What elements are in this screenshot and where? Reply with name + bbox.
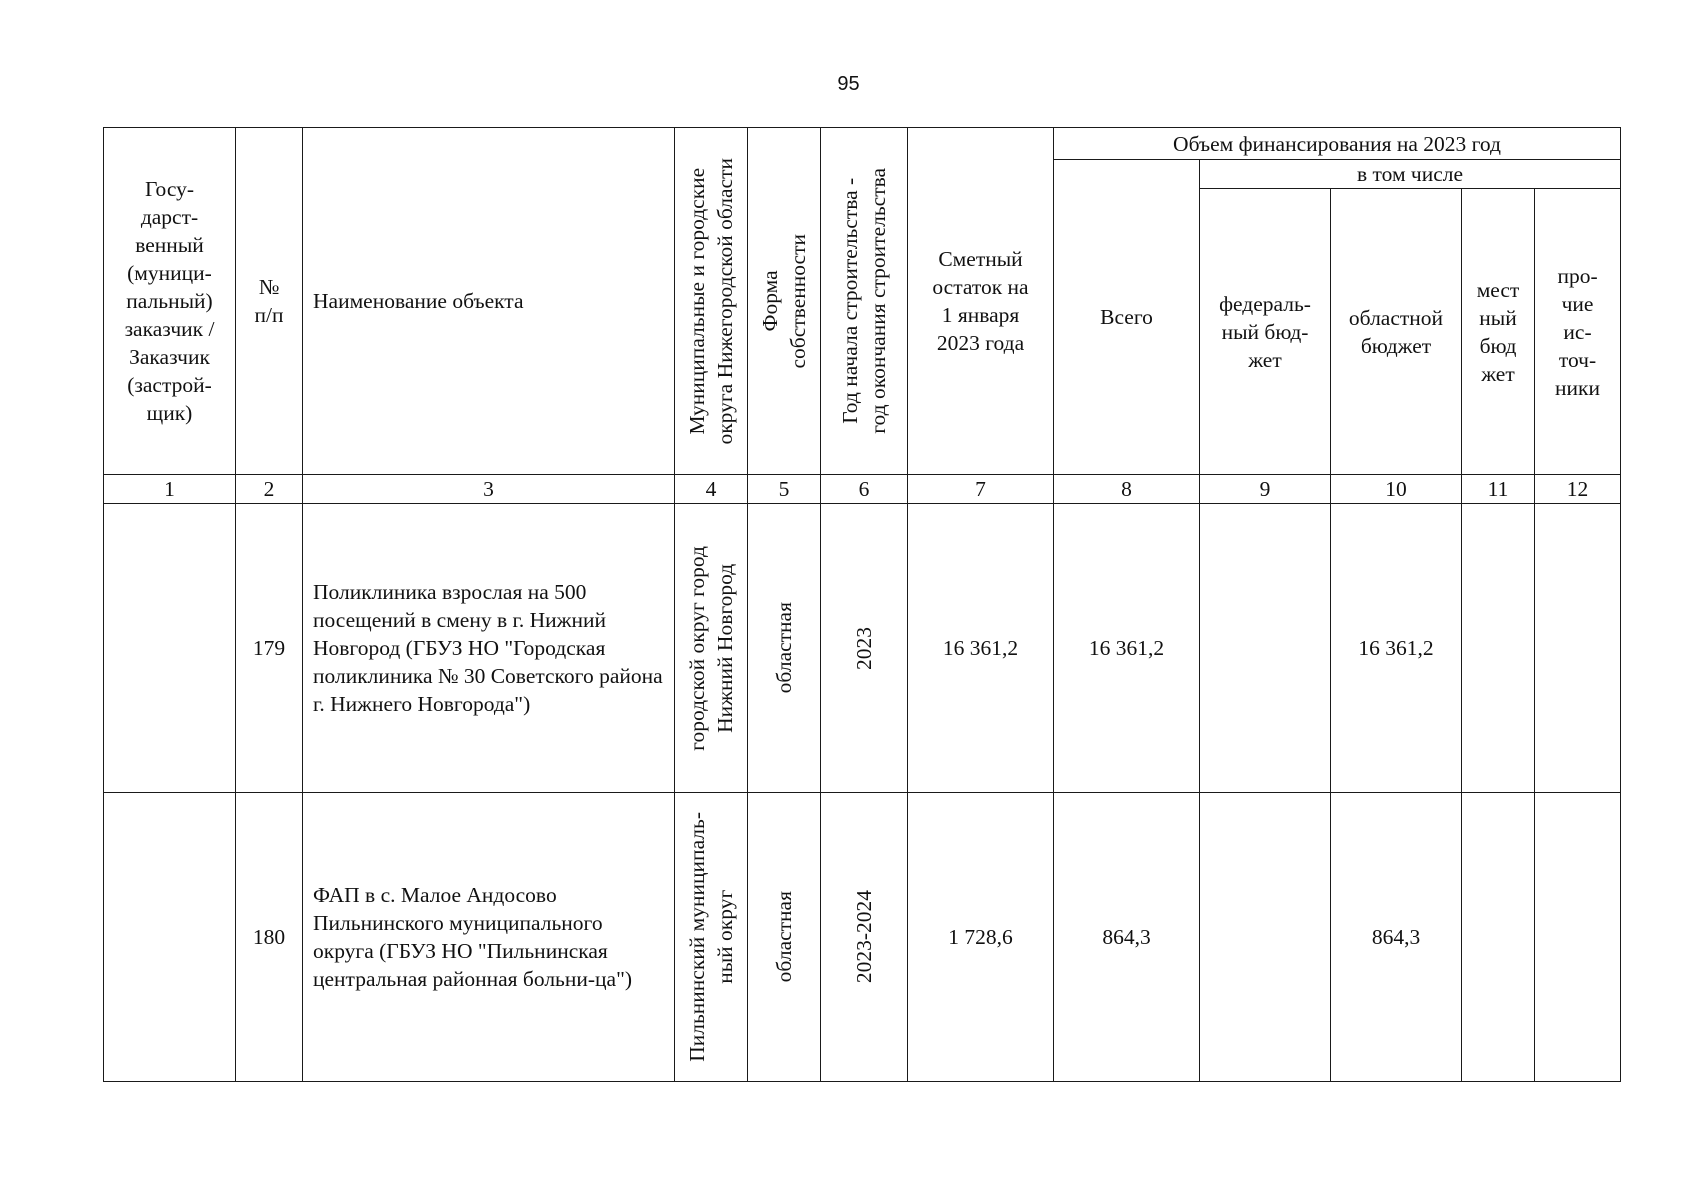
header-object-name: Наименование объекта <box>303 128 675 475</box>
cell-local <box>1462 793 1535 1082</box>
column-number: 11 <box>1462 475 1535 504</box>
column-number: 4 <box>675 475 748 504</box>
cell-years: 2023-2024 <box>821 793 908 1082</box>
header-financing-group: Объем финансирования на 2023 год <box>1054 128 1621 160</box>
header-district: Муниципальные и городские округа Нижегородской области <box>675 128 748 475</box>
header-customer: Госу- дарст- венный (муници- пальный) заказчик / Заказчик (застрой- щик) <box>104 128 236 475</box>
cell-total: 16 361,2 <box>1054 504 1200 793</box>
cell-customer <box>104 793 236 1082</box>
header-other: про- чие ис- точ- ники <box>1535 189 1621 475</box>
cell-number: 180 <box>236 793 303 1082</box>
cell-other <box>1535 793 1621 1082</box>
table-row <box>104 793 1621 1082</box>
financing-table <box>103 127 1621 1082</box>
cell-federal <box>1200 793 1331 1082</box>
cell-total: 864,3 <box>1054 793 1200 1082</box>
column-number: 10 <box>1331 475 1462 504</box>
cell-number: 179 <box>236 504 303 793</box>
header-estimate: Сметный остаток на 1 января 2023 года <box>908 128 1054 475</box>
cell-ownership: областная <box>748 504 821 793</box>
cell-ownership: областная <box>748 793 821 1082</box>
cell-customer <box>104 504 236 793</box>
column-number: 7 <box>908 475 1054 504</box>
cell-district: городской округ город Нижний Новгород <box>675 504 748 793</box>
column-number: 12 <box>1535 475 1621 504</box>
column-number: 9 <box>1200 475 1331 504</box>
header-including-group: в том числе <box>1200 160 1621 189</box>
cell-object-name: Поликлиника взрослая на 500 посещений в смену в г. Нижний Новгород (ГБУЗ НО "Городская поликлиника № 30 Советского района г. Нижнего Новгорода") <box>303 504 675 793</box>
header-local: мест ный бюд жет <box>1462 189 1535 475</box>
header-years: Год начала строительства - год окончания строительства <box>821 128 908 475</box>
header-ownership: Форма собственности <box>748 128 821 475</box>
cell-federal <box>1200 504 1331 793</box>
cell-district: Пильнинский муниципаль- ный округ <box>675 793 748 1082</box>
header-regional: областной бюджет <box>1331 189 1462 475</box>
header-number: № п/п <box>236 128 303 475</box>
cell-years: 2023 <box>821 504 908 793</box>
column-number: 6 <box>821 475 908 504</box>
cell-regional: 864,3 <box>1331 793 1462 1082</box>
cell-estimate: 16 361,2 <box>908 504 1054 793</box>
cell-regional: 16 361,2 <box>1331 504 1462 793</box>
column-number-row <box>104 475 1621 504</box>
page-number: 95 <box>837 73 860 95</box>
column-number: 5 <box>748 475 821 504</box>
header-total: Всего <box>1054 160 1200 475</box>
cell-estimate: 1 728,6 <box>908 793 1054 1082</box>
column-number: 1 <box>104 475 236 504</box>
cell-object-name: ФАП в с. Малое Андосово Пильнинского муниципального округа (ГБУЗ НО "Пильнинская центральная районная больни-ца") <box>303 793 675 1082</box>
column-number: 8 <box>1054 475 1200 504</box>
cell-local <box>1462 504 1535 793</box>
table-row <box>104 504 1621 793</box>
column-number: 3 <box>303 475 675 504</box>
cell-other <box>1535 504 1621 793</box>
column-number: 2 <box>236 475 303 504</box>
header-federal: федераль- ный бюд- жет <box>1200 189 1331 475</box>
